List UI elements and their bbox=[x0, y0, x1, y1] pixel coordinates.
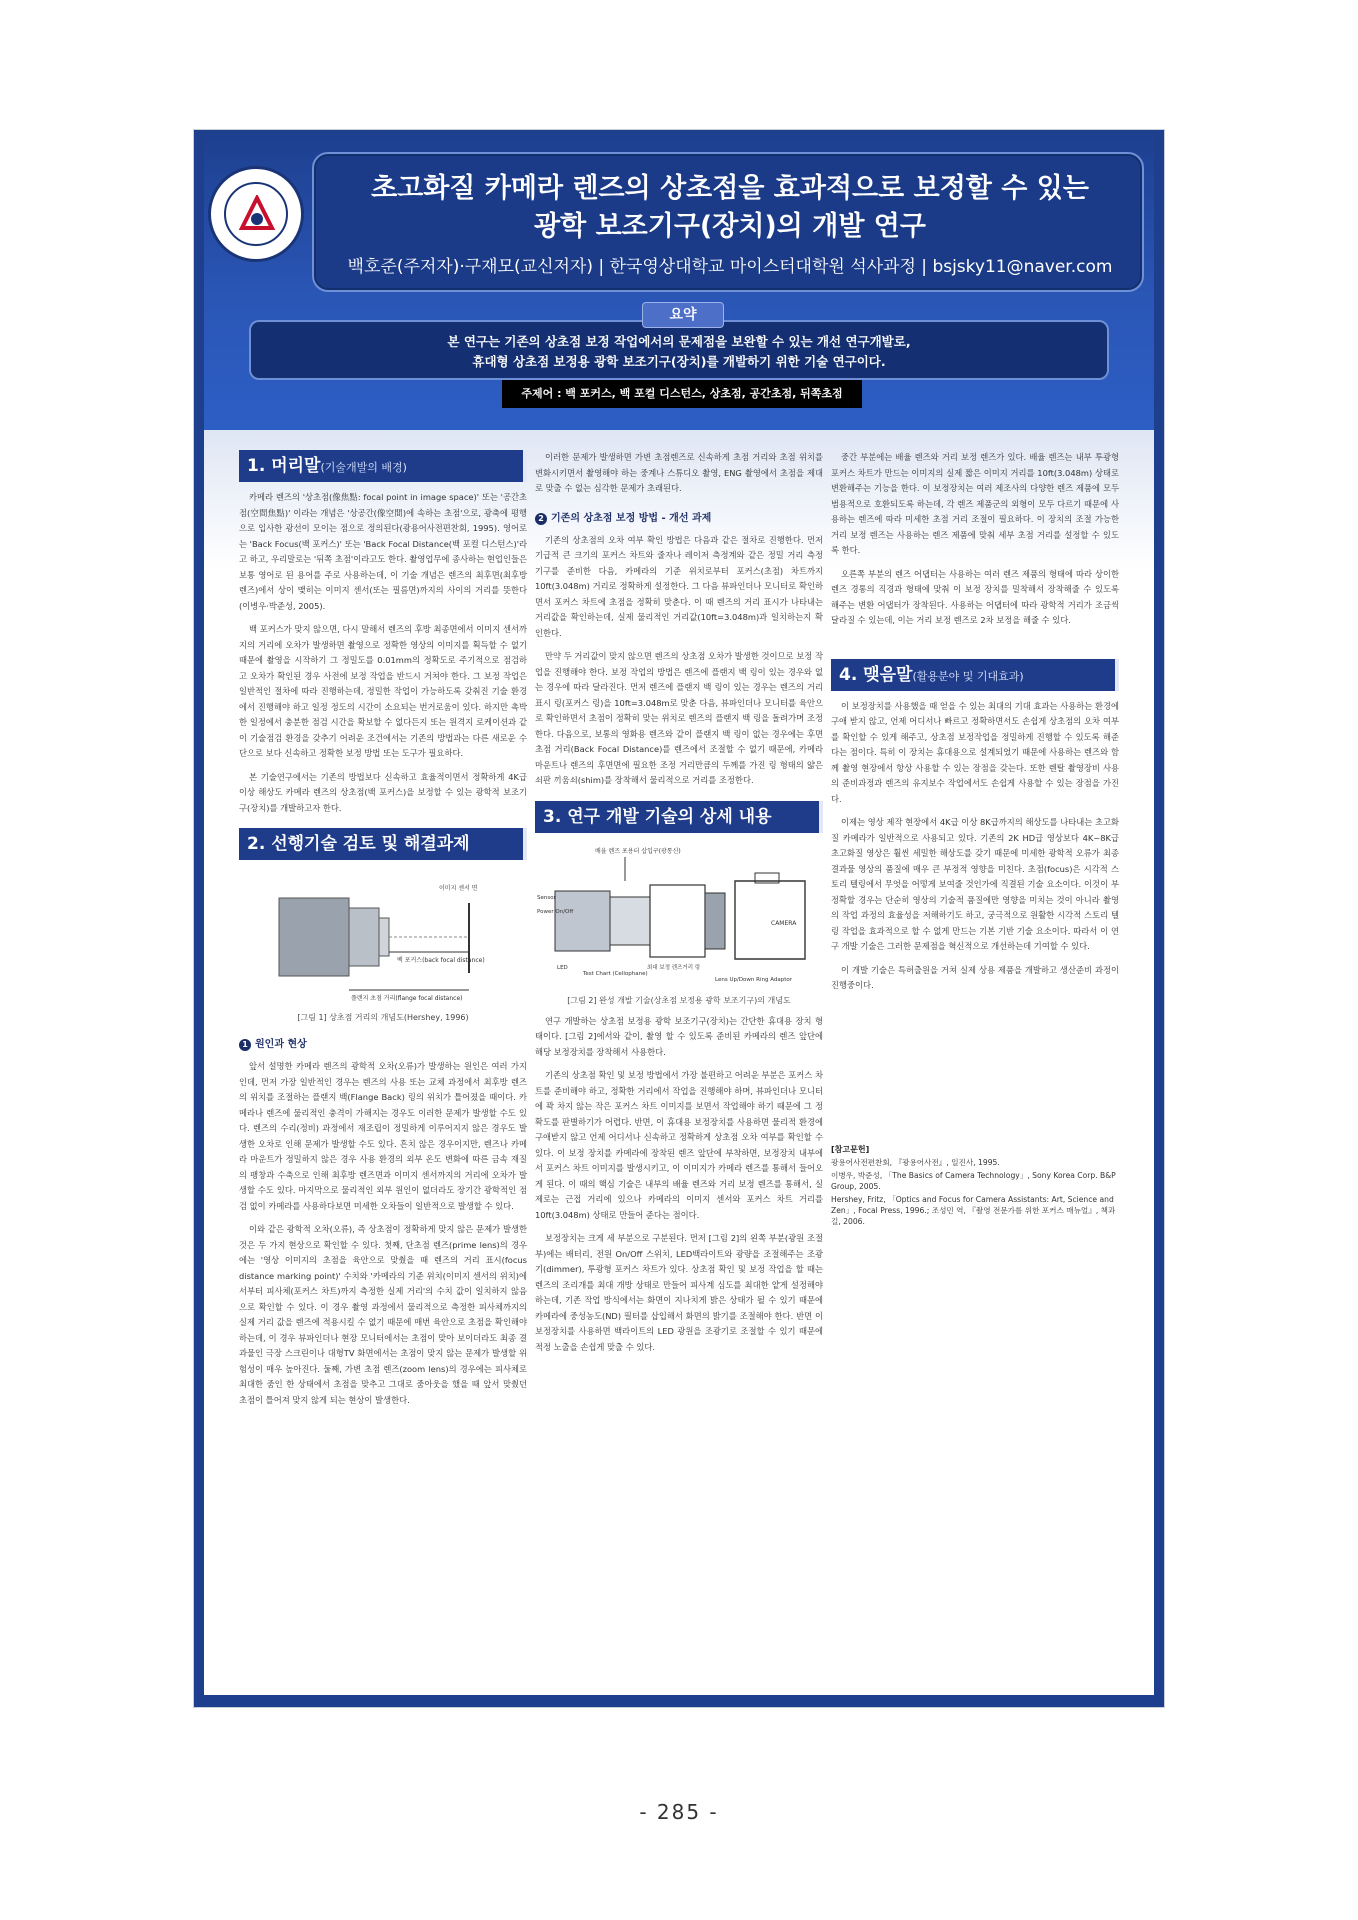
reference-item: 광용어사전편찬회, 『광용어사전』, 일진사, 1995. bbox=[831, 1157, 1000, 1167]
subheading-cause-text: 원인과 현상 bbox=[255, 1039, 307, 1050]
section-4-title: 4. 맺음말 bbox=[839, 664, 913, 685]
fig2-label-power: Power On/Off bbox=[537, 908, 574, 915]
paragraph: 이 개발 기술은 특허출원을 거쳐 실제 상용 제품을 개발하고 생산준비 과정이 진행중이다. bbox=[831, 964, 1119, 990]
fig2-label-sensor: Sensor bbox=[537, 894, 556, 901]
fig1-label-back-focus: 백 포커스(back focal distance) bbox=[397, 957, 485, 964]
fig1-label-sensor: 이미지 센서 면 bbox=[439, 885, 478, 892]
section-3-heading bbox=[535, 801, 823, 833]
paragraph: 이와 같은 광학적 오차(오류), 즉 상초점이 정확하게 맞지 않은 문제가 발생한 것은 두 가지 현상으로 확인할 수 있다. 첫째, 단초점 렌즈(prime lens)의 경우에는 '영상 이미지의 초점을 육안으로 맞췄을 때 렌즈의 거리 표시(focus distance marking point)' 수치와 '카메라의 기준 위치(이미지 센서의 위치)에서부터 피사체(포커스 차트)까지 측정한 실제 거리'의 수치 값이 일치하지 않음으로 확인할 수 있다. 이 경우 촬영 과정에서 물리적으로 측정한 피사체까지의 실제 거리 값을 렌즈에 적용시킬 수 없기 때문에 매번 육안으로 초점을 확인해야 하는데, 이 경우 뷰파인더나 현장 모니터에서는 초점이 맞아 보이더라도 최종 결과물인 극장 스크린이나 대형TV 화면에서는 초점이 맞지 않는 문제가 발생할 위험성이 매우 높아진다. 둘째, 가변 초점 렌즈(zoom lens)의 경우에는 피사체로 최대한 줌인 한 상태에서 초점을 맞추고 그대로 줌아웃을 했을 때 앞서 맞췄던 초점이 틀어져 맞지 않게 되는 현상이 발생한다. bbox=[239, 1224, 527, 1405]
poster bbox=[194, 130, 1164, 1707]
references-title: [참고문헌] bbox=[831, 1144, 870, 1154]
figure-2-caption: [그림 2] 완성 개발 기술(상초점 보정용 광학 보조기구)의 개념도 bbox=[567, 995, 791, 1005]
poster-frame-bottom bbox=[194, 1695, 1164, 1707]
section-1-title: 1. 머리말 bbox=[247, 456, 321, 476]
paragraph: 이 보정장치를 사용했을 때 얻을 수 있는 최대의 기대 효과는 사용하는 환경에 구애 받지 않고, 언제 어디서나 빠르고 정확하면서도 손쉽게 상초점의 오차 여부를 확인할 수 있게 해주고, 상초점 보정작업을 정밀하게 진행할 수 있도록 해준다는 점이다. 특히 이 장치는 휴대용으로 설계되었기 때문에 사용하는 렌즈와 함께 촬영 현장에서 항상 사용할 수 있는 장점을 갖는다. 또한 렌탈 촬영장비 사용의 준비과정과 렌즈의 유지보수 작업에서도 손쉽게 사용할 수 있는 장점을 가진다. bbox=[831, 700, 1119, 804]
paragraph: 카메라 렌즈의 '상초점(像焦點: focal point in image space)' 또는 '공간초점(空間焦點)' 이라는 개념은 '상공간(像空間)에 속하는 초점'으로, 광축에 평행으로 입사한 광선이 모이는 점으로 정의된다(광용어사전편찬회, 1995). 영어로는 'Back Focus(백 포커스)' 또는 'Back Focal Distance(백 포컬 디스턴스)'라고 하고, 우리말로는 '뒤쪽 초점'이라고도 한다. 촬영업무에 종사하는 현업인들은 보통 영어로 된 용어를 주로 사용하는데, 이 기술 개념은 렌즈의 최후면(최후방 렌즈)에서 상이 맺히는 이미지 센서(또는 필름면)까지의 사이의 거리를 뜻한다(이병우·박준성, 2005). bbox=[239, 492, 527, 611]
fig2-label-led: LED bbox=[557, 964, 568, 971]
lens-diagram bbox=[239, 868, 527, 1008]
figure-2 bbox=[535, 841, 823, 991]
reference-item: 이병우, 박준성, 「The Basics of Camera Technology」, Sony Korea Corp. B&P Group, 2005. bbox=[831, 1170, 1116, 1191]
page-number: - 285 - bbox=[639, 1800, 719, 1824]
fig2-label-camera: CAMERA bbox=[771, 919, 797, 927]
summary-text bbox=[251, 332, 1107, 372]
university-logo bbox=[208, 166, 304, 262]
subheading-existing-method bbox=[535, 509, 823, 525]
logo-emblem-icon bbox=[238, 195, 276, 233]
references bbox=[831, 1144, 1119, 1227]
paragraph: 이러한 문제가 발생하면 가변 초점렌즈로 신속하게 초점 거리와 초점 위치를 변화시키면서 촬영해야 하는 중계나 스튜디오 촬영, ENG 촬영에서 초점을 제대로 맞출 수 없는 심각한 문제가 초래된다. bbox=[535, 452, 823, 493]
paragraph: 연구 개발하는 상초점 보정용 광학 보조기구(장치)는 간단한 휴대용 장치 형태이다. [그림 2]에서와 같이, 촬영 할 수 있도록 준비된 카메라의 렌즈 앞단에 해당 보정장치를 장착해서 사용한다. bbox=[535, 1015, 823, 1057]
authors: 백호준(주저자)·구재모(교신저자) | 한국영상대학교 마이스터대학원 석사과정 | bsjsky11@naver.com bbox=[347, 257, 1113, 277]
figure-1 bbox=[239, 868, 527, 1008]
summary-line-1: 본 연구는 기존의 상초점 보정 작업에서의 문제점을 보완할 수 있는 개선 연구개발로, bbox=[447, 334, 911, 349]
paragraph: 오른쪽 부분의 렌즈 어댑터는 사용하는 여러 렌즈 제품의 형태에 따라 상이한 렌즈 경통의 직경과 형태에 맞춰 이 보정 장치를 밀착해서 장착해줄 수 있도록 해주는 변환 어댑터가 장착된다. 사용하는 어댑터에 따라 광학적 거리가 조금씩 달라질 수 있는데, 이는 거리 보정 렌즈로 2차 보정을 해줄 수 있다. bbox=[831, 568, 1119, 625]
poster-frame-right bbox=[1154, 130, 1164, 1707]
reference-item: Hershey, Fritz, 「Optics and Focus for Camera Assistants: Art, Science and Zen」, Focal Press, 1996.; 조성민 역, 『촬영 전문가를 위한 포커스 매뉴얼』, 책과길, 2006. bbox=[831, 1194, 1116, 1226]
keywords-bar: 주제어 : 백 포커스, 백 포컬 디스턴스, 상초점, 공간초점, 뒤쪽초점 bbox=[502, 380, 862, 408]
poster-frame-left bbox=[194, 130, 204, 1707]
section-3-title: 3. 연구 개발 기술의 상세 내용 bbox=[543, 806, 772, 827]
number-1-icon: 1 bbox=[239, 1039, 251, 1051]
fig2-label-range: 최대 보정 렌즈거리 링 bbox=[647, 964, 701, 971]
subheading-existing-method-text: 기존의 상초점 보정 방법 - 개선 과제 bbox=[551, 512, 712, 524]
section-4-subtitle: (활용분야 및 기대효과) bbox=[912, 669, 1024, 683]
fig2-label-chart: Test Chart (Cellophane) bbox=[583, 970, 648, 977]
paragraph: 본 기술연구에서는 기존의 방법보다 신속하고 효율적이면서 정확하게 4K급 이상 해상도 카메라 렌즈의 상초점(백 포커스)을 보정할 수 있는 광학적 보조기구(장치)를 개발하고자 한다. bbox=[239, 771, 527, 813]
section-2-heading bbox=[239, 828, 527, 860]
paragraph: 보정장치는 크게 세 부분으로 구분된다. 먼저 [그림 2]의 왼쪽 부분(광원 조절부)에는 배터리, 전원 On/Off 스위치, LED백라이트와 광량을 조절해주는 조광기(dimmer), 투광형 포커스 차트가 있다. 상초점 확인 및 보정 작업을 할 때는 렌즈의 조리개를 최대 개방 상태로 만들어 피사계 심도를 최대한 얕게 설정해야 하는데, 기존 작업 방식에서는 화면이 지나치게 밝은 상태가 될 수 있기 때문에 카메라에 중성농도(ND) 필터를 삽입해서 화면의 밝기를 조절해야 한다. 반면 이 보정장치를 사용하면 백라이트의 LED 광원을 조광기로 조절할 수 있기 때문에 적정 노출을 손쉽게 맞출 수 있다. bbox=[535, 1233, 823, 1352]
summary-box bbox=[249, 320, 1109, 380]
section-4-heading bbox=[831, 659, 1119, 691]
fig2-label-top: 배율 렌즈 포용터 삽입구(광통신) bbox=[595, 847, 681, 855]
figure-1-caption: [그림 1] 상초점 거리의 개념도(Hershey, 1996) bbox=[297, 1013, 469, 1022]
title-line-2: 광학 보조기구(장치)의 개발 연구 bbox=[534, 211, 926, 242]
fig2-label-lens-adaptor: Lens Up/Down Ring Adaptor bbox=[715, 976, 793, 983]
title-box bbox=[312, 152, 1144, 292]
column-2 bbox=[535, 450, 823, 1355]
summary-label: 요약 bbox=[642, 302, 724, 328]
poster-title bbox=[314, 170, 1146, 246]
paragraph: 중간 부분에는 배율 렌즈와 거리 보정 렌즈가 있다. 배율 렌즈는 내부 투광형 포커스 차트가 만드는 이미지의 실제 짧은 이미지 거리를 10ft(3.048m) 상태로 변환해주는 기능을 한다. 이 보정장치는 여러 제조사의 다양한 렌즈 제품에 모두 범용적으로 호환되도록 하는데, 각 렌즈 제품군의 외형이 모두 다르기 때문에 사용하는 렌즈에 따라 미세한 초점 거리 조절이 필요하다. 이 장치의 조절 가능한 거리 보정 렌즈는 사용하는 렌즈 제품에 맞춰 세부 초점 거리를 설정할 수 있도록 한다. bbox=[831, 452, 1119, 555]
paragraph: 기존의 상초점 확인 및 보정 방법에서 가장 불편하고 어려운 부분은 포커스 차트를 준비해야 하고, 정확한 거리에서 작업을 진행해야 하며, 뷰파인더나 모니터에 꽉 차지 않는 작은 포커스 차트 이미지를 보면서 작업해야 하기 때문에 그 정확도를 판별하기가 어렵다. 반면, 이 휴대용 보정장치를 사용하면 물리적 환경에 구애받지 않고 언제 어디서나 신속하고 정확하게 상초점 오차 여부를 확인할 수 있다. 이 보정 장치를 카메라에 장착된 렌즈 앞단에 부착하면, 보정장치 내부에서 포커스 차트 이미지를 발생시키고, 이 이미지가 카메라 렌즈를 통해서 들어오게 된다. 이 때의 핵심 기술은 내부의 배율 렌즈와 거리 보정 렌즈를 통해서, 실제로는 근접 거리에 있으나 카메라의 이미지 센서와 포커스 차트 거리를 10ft(3.048m) 상태로 만들어 준다는 점이다. bbox=[535, 1070, 823, 1220]
section-1-heading bbox=[239, 450, 527, 482]
device-diagram bbox=[535, 841, 823, 991]
fig1-label-flange: 플랜지 초점 거리(flange focal distance) bbox=[351, 995, 463, 1002]
paragraph: 백 포커스가 맞지 않으면, 다시 말해서 렌즈의 후방 최종면에서 이미지 센서까지의 거리에 오차가 발생하면 촬영으로 정확한 영상의 이미지를 획득할 수 없기 때문에 촬영을 시작하기 그 정밀도를 0.01mm의 정확도로 주기적으로 점검하고 오차가 확인된 경우 사전에 보정 작업을 반드시 거쳐야 한다. 그 보정 작업은 일반적인 절차에 따라 진행하는데, 정밀한 작업이 가능하도록 갖춰진 기술 환경에서 진행해야 하고 일정 정도의 시간이 소요되는 번거로움이 있다. 하지만 촉박한 일정에서 충분한 점검 시간을 확보할 수 없다든지 또는 원격지 로케이션과 같이 기술점검 환경을 갖추기 어려운 조건에서는 기존의 방법과는 다른 새로운 수단으로 보다 신속하고 정확한 보정 방법 또는 도구가 필요하다. bbox=[239, 624, 527, 758]
paragraph: 기존의 상초점의 오차 여부 확인 방법은 다음과 같은 절차로 진행한다. 먼저 기급적 큰 크기의 포커스 차트와 줄자나 레이저 측정계와 같은 정밀 거리 측정 기구를 준비한 다음, 카메라의 기준 위치로부터 포커스(초점) 차트까지 10ft(3.048m) 거리로 정확하게 설정한다. 그 다음 뷰파인더나 모니터로 확인하면서 포커스 차트에 초점을 정확히 맞춘다. 이 때 렌즈의 거리 표시가 나타내는 거리값을 확인하는데, 실제 물리적인 거리값(10ft=3.048m)과 일치하는지 확인한다. bbox=[535, 534, 823, 638]
number-2-icon: 2 bbox=[535, 513, 547, 525]
paragraph: 이제는 영상 제작 현장에서 4K급 이상 8K급까지의 해상도를 나타내는 초고화질 카메라가 일반적으로 사용되고 있다. 기존의 2K HD급 영상보다 4K~8K급 초고화질 영상은 훨씬 세밀한 해상도를 갖기 때문에 미세한 광학적 오류가 최종 결과물 영상의 품질에 매우 큰 부정적 영향을 미친다. 초점(focus)은 시각적 스토리 텔링에서 무엇을 어떻게 보여줄 것인가에 직결된 기술 요소이다. 이것이 부정확할 경우는 단순히 영상의 기술적 품질에만 영향을 미치는 것이 아니라 촬영의 작업 과정의 효율성을 저해하기도 하고, 궁극적으로 원활한 시각적 스토리 텔링 작업을 효과적으로 할 수 없게 만드는 기본 기반 기술 요소이다. 따라서 이 연구 개발 기술은 그러한 문제점을 혁신적으로 개선하는데 기여할 수 있다. bbox=[831, 817, 1119, 951]
paragraph: 만약 두 거리값이 맞지 않으면 렌즈의 상초점 오차가 발생한 것이므로 보정 작업을 진행해야 한다. 보정 작업의 방법은 렌즈에 플랜지 백 링이 있는 경우와 없는 경우에 따라 달라진다. 먼저 렌즈에 플랜지 백 링이 있는 경우는 렌즈의 거리 표시 링(포커스 링)을 10ft=3.048m로 맞춘 다음, 뷰파인더나 모니터를 육안으로 확인하면서 초점이 정확히 맞는 위치로 렌즈의 플랜지 백 링을 돌려가며 조정한다. 다음으로, 보통의 영화용 렌즈와 같이 플랜지 백 링이 없는 경우에는 후면 초점 거리(Back Focal Distance)를 렌즈에서 조절할 수 없기 때문에, 카메라 마운트나 렌즈의 후면면에 필요한 조정 거리만큼의 두께를 가진 링 형태의 얇은 쇠판 끼움쇠(shim)를 장착해서 물리적으로 거리를 조정한다. bbox=[535, 651, 823, 785]
column-3 bbox=[831, 450, 1119, 1227]
title-line-1: 초고화질 카메라 렌즈의 상초점을 효과적으로 보정할 수 있는 bbox=[371, 173, 1089, 204]
summary-line-2: 휴대형 상초점 보정용 광학 보조기구(장치)를 개발하기 위한 기술 연구이다. bbox=[472, 354, 886, 369]
section-1-subtitle: (기술개발의 배경) bbox=[320, 461, 407, 474]
column-1 bbox=[239, 450, 527, 1408]
section-2-title: 2. 선행기술 검토 및 해결과제 bbox=[247, 834, 470, 854]
subheading-cause bbox=[239, 1035, 527, 1051]
paragraph: 앞서 설명한 카메라 렌즈의 광학적 오차(오류)가 발생하는 원인은 여러 가지인데, 먼저 가장 일반적인 경우는 렌즈의 사용 또는 교체 과정에서 최후방 렌즈의 위치를 조절하는 플랜지 백(Flange Back) 링의 위치가 틀어졌을 때이다. 카메라나 렌즈에 물리적인 충격이 가해지는 경우도 이러한 문제가 발생할 수도 있다. 렌즈의 수리(정비) 과정에서 재조립이 정밀하게 이루어지지 않은 경우도 발생한 오차로 인해 문제가 발생할 수도 있다. 흔치 않은 경우이지만, 렌즈나 카메라 마운트가 정밀하지 않은 경우 사용 환경의 외부 온도 변화에 따른 금속 재질의 팽창과 수축으로 인해 최후방 렌즈면과 이미지 센서까지의 거리에 오차가 발생할 수도 있다. 마지막으로 물리적인 외부 원인이 없더라도 장기간 광학적인 점검 없이 카메라를 사용하다보면 미세한 오차들이 일반적으로 발생할 수 있다. bbox=[239, 1061, 528, 1211]
